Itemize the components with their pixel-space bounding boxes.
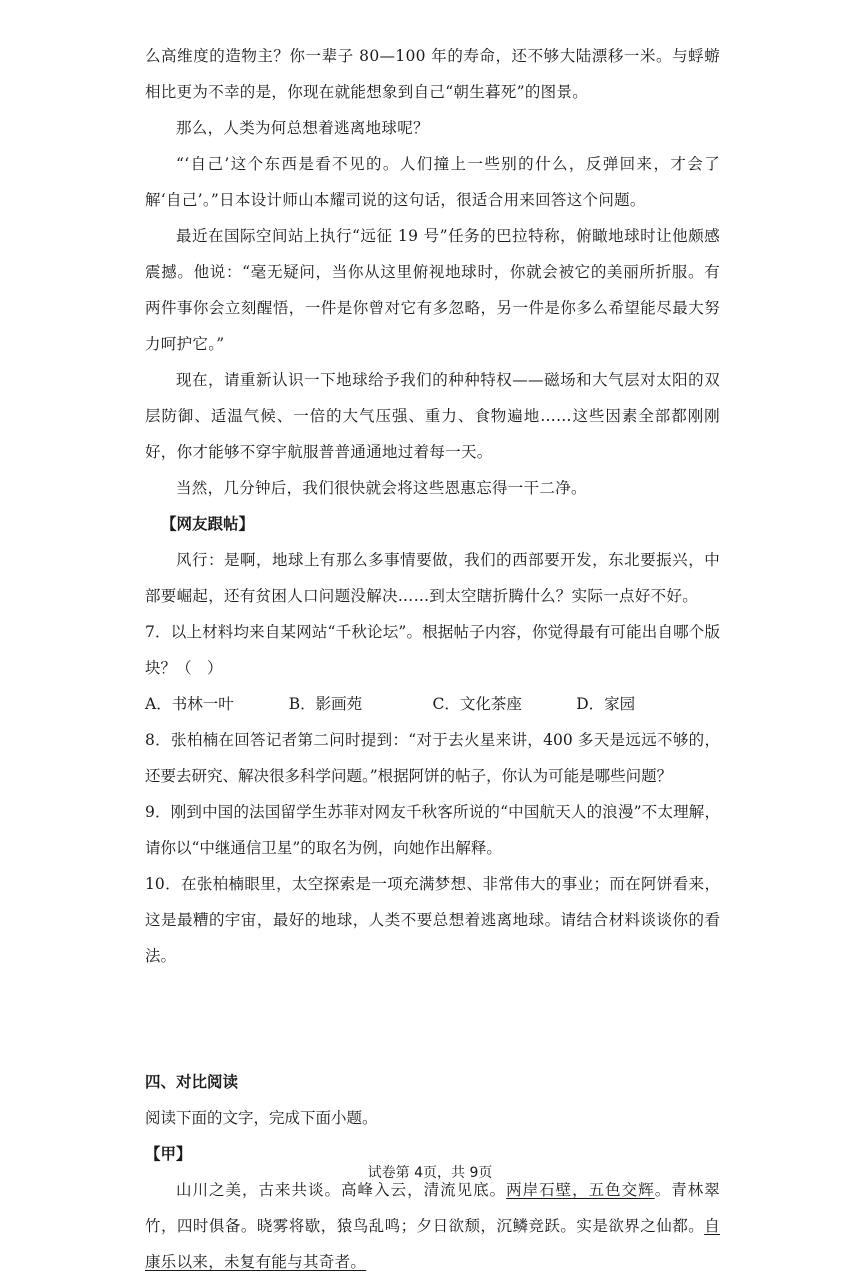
section-instruction: 阅读下面的文字，完成下面小题。 [145, 1109, 378, 1127]
passage-text-segment: 山川之美，古来共谈。高峰入云，清流见底。 [176, 1181, 507, 1199]
underlined-sentence: 两岸石壁，五色交辉 [506, 1181, 655, 1199]
passage-jia-label: 【甲】 [145, 1144, 192, 1163]
passage-jia-text [145, 1172, 720, 1280]
question-9: 9．刚到中国的法国留学生苏菲对网友千秋客所说的“中国航天人的浪漫”不太理解，请你以“中继通信卫星”的取名为例，向她作出解释。 [145, 803, 720, 857]
option-b: B．影画苑 [288, 695, 363, 713]
option-d: D．家园 [576, 695, 636, 713]
passage-text-segment: 。青林翠竹，四时俱备。晓雾将歇，猿鸟乱鸣；夕日欲颓，沉鳞竞跃。实是欲界之仙都。 [145, 1181, 721, 1235]
followup-text: 风行：是啊，地球上有那么多事情要做，我们的西部要开发，东北要振兴，中部要崛起，还有贫困人口问题没解决……到太空瞎折腾什么？实际一点好不好。 [145, 551, 720, 605]
question-10: 10．在张柏楠眼里，太空探索是一项充满梦想、非常伟大的事业；而在阿饼看来，这是最糟的宇宙，最好的地球，人类不要总想着逃离地球。请结合材料谈谈你的看法。 [145, 875, 720, 965]
followup-label: 【网友跟帖】 [161, 514, 255, 533]
exam-page-content [145, 38, 720, 1280]
article-paragraph-continued: 么高维度的造物主？你一辈子 80—100 年的寿命，还不够大陆漂移一米。与蜉蝣相比更为不幸的是，你现在就能想象到自己“朝生暮死”的图景。 [145, 47, 720, 101]
article-paragraph: 那么，人类为何总想着逃离地球呢？ [176, 119, 429, 137]
blank-spacer [145, 974, 720, 1064]
article-paragraph: 最近在国际空间站上执行“远征 19 号”任务的巴拉特称，俯瞰地球时让他颇感震撼。他说：“毫无疑问，当你从这里俯视地球时，你就会被它的美丽所折服。有两件事你会立刻醒悟，一件是你曾对它有多忽略，另一件是你多么希望能尽最大努力呵护它。” [145, 227, 720, 353]
article-paragraph: “‘自己’这个东西是看不见的。人们撞上一些别的什么，反弹回来，才会了解‘自己’。”日本设计师山本耀司说的这句话，很适合用来回答这个问题。 [145, 155, 720, 209]
option-a: A．书林一叶 [145, 695, 234, 713]
option-c: C．文化茶座 [432, 695, 522, 713]
article-paragraph: 现在，请重新认识一下地球给予我们的种种特权——磁场和大气层对太阳的双层防御、适温气候、一倍的大气压强、重力、食物遍地……这些因素全部都刚刚好，你才能够不穿宇航服普普通通地过着每一天。 [145, 371, 720, 461]
question-7: 7．以上材料均来自某网站“千秋论坛”。根据帖子内容，你觉得最有可能出自哪个版块？（ ） [145, 623, 720, 677]
question-8: 8．张柏楠在回答记者第二问时提到：“对于去火星来讲，400 多天是远远不够的，还要去研究、解决很多科学问题。”根据阿饼的帖子，你认为可能是哪些问题？ [145, 731, 720, 785]
section-title: 四、对比阅读 [145, 1072, 239, 1091]
underlined-sentence: 自康乐以来，未复有能与其奇者。 [145, 1217, 720, 1271]
page-footer: 试卷第 4页，共 9页 [367, 1165, 493, 1181]
article-paragraph: 当然，几分钟后，我们很快就会将这些恩惠忘得一干二净。 [176, 479, 587, 497]
question-7-options [145, 686, 720, 722]
